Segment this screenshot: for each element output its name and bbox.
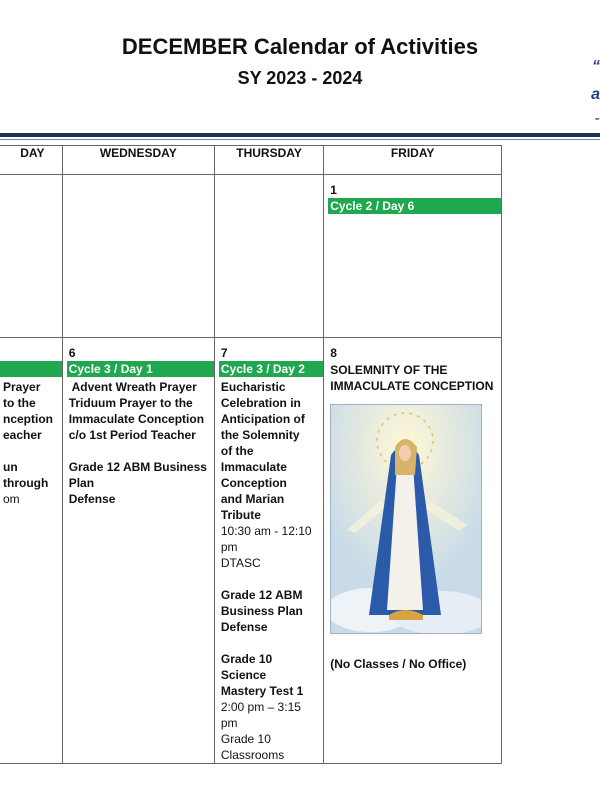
week-row-1 — [0, 175, 502, 338]
event-text: Grade 12 ABM Business Plan — [68, 460, 207, 490]
header-rule-thin — [0, 139, 600, 140]
event-text: nception — [3, 412, 53, 426]
date-number: 6 — [68, 346, 76, 360]
header-friday: FRIDAY — [324, 146, 502, 175]
event-time: 2:00 pm – 3:15 pm — [220, 700, 301, 730]
cell-empty — [62, 175, 214, 338]
cell-dec-6 — [62, 338, 214, 764]
cycle-badge — [0, 361, 62, 377]
event-place: DTASC — [220, 556, 261, 570]
header-rule — [0, 133, 600, 137]
cell-dec-8 — [324, 338, 502, 764]
calendar-title: DECEMBER Calendar of Activities — [121, 34, 479, 59]
event-text: Eucharistic Celebration in — [220, 380, 301, 410]
cycle-badge: Cycle 3 / Day 2 — [219, 361, 323, 377]
event-text: eacher — [3, 428, 42, 442]
event-text: Immaculate Conception — [68, 412, 205, 426]
event-text: and Marian Tribute — [220, 492, 285, 522]
event-place: Grade 10 Classrooms — [220, 732, 285, 762]
event-time: 10:30 am - 12:10 pm — [220, 524, 312, 554]
quote-fragment-3: - — [594, 110, 600, 127]
immaculate-conception-image — [330, 404, 482, 634]
event-text: Triduum Prayer to the — [68, 396, 193, 410]
school-year: SY 2023 - 2024 — [237, 68, 363, 88]
event-text: to the — [3, 396, 36, 410]
event-text: SOLEMNITY OF THE — [330, 363, 448, 377]
event-text: Anticipation of the Solemnity — [220, 412, 305, 442]
cell-dec-5 — [0, 338, 62, 764]
header-thursday: THURSDAY — [214, 146, 323, 175]
cycle-badge: Cycle 2 / Day 6 — [328, 198, 501, 214]
no-classes-note: (No Classes / No Office) — [330, 657, 467, 671]
event-text: Mastery Test 1 — [220, 684, 304, 698]
event-text: Grade 10 Science — [220, 652, 273, 682]
header-tuesday: DAY — [0, 146, 62, 175]
cell-empty — [214, 175, 323, 338]
cell-empty — [0, 175, 62, 338]
event-text: Defense — [220, 620, 268, 634]
date-number: 7 — [220, 346, 228, 360]
cell-dec-1 — [324, 175, 502, 338]
event-text: om — [3, 492, 20, 506]
event-text: of the Immaculate Conception — [220, 444, 287, 490]
event-text: Advent Wreath Prayer — [68, 380, 197, 394]
virgin-mary-illustration — [331, 405, 481, 633]
calendar-table — [0, 145, 502, 764]
event-text: c/o 1st Period Teacher — [68, 428, 196, 442]
event-text: un through — [3, 460, 49, 490]
week-row-2 — [0, 338, 502, 764]
quote-fragment-1: “ — [592, 58, 600, 75]
event-text: IMMACULATE CONCEPTION — [330, 379, 494, 393]
weekday-header-row — [0, 146, 502, 175]
cycle-badge: Cycle 3 / Day 1 — [67, 361, 214, 377]
event-text: Defense — [68, 492, 116, 506]
cell-dec-7 — [214, 338, 323, 764]
date-number: 1 — [330, 183, 337, 197]
quote-fragment-2: a — [591, 86, 600, 103]
event-text: Grade 12 ABM Business Plan — [220, 588, 303, 618]
event-text: Prayer — [3, 380, 41, 394]
date-number: 8 — [330, 346, 337, 360]
header-wednesday: WEDNESDAY — [62, 146, 214, 175]
